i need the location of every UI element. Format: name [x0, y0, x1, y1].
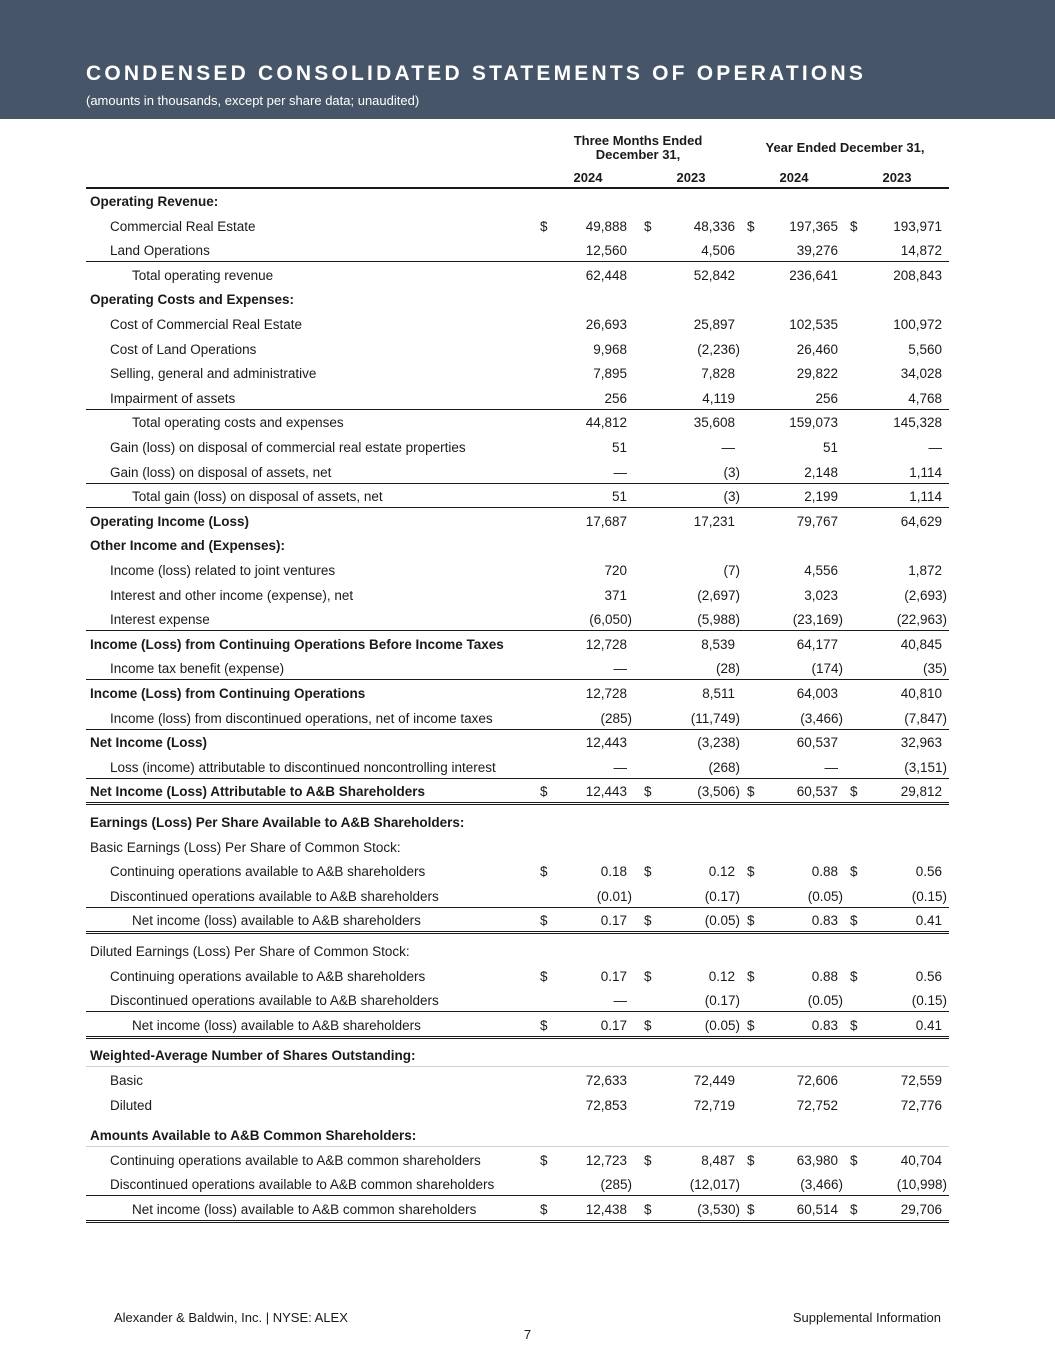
row-value: (0.17): [704, 993, 740, 1009]
row-rule: [86, 931, 949, 934]
row-label: Amounts Available to A&B Common Shareholders:: [90, 1128, 417, 1144]
row-value: (0.05): [704, 1017, 740, 1033]
row-value: 17,231: [693, 513, 735, 529]
row-value: 64,629: [900, 513, 942, 529]
currency-symbol: $: [644, 1202, 652, 1217]
row-value: (2,697): [697, 587, 740, 603]
table-row: [86, 908, 949, 932]
row-value: —: [721, 440, 735, 455]
currency-symbol: $: [644, 218, 652, 234]
currency-symbol: $: [644, 1017, 652, 1033]
row-value: 51: [822, 440, 838, 455]
row-label: Impairment of assets: [110, 390, 236, 406]
row-value: (0.15): [911, 888, 947, 904]
row-value: 32,963: [900, 735, 942, 751]
row-label: Continuing operations available to A&B common shareholders: [110, 1152, 481, 1168]
row-value: (3,151): [904, 759, 947, 775]
row-value: 60,537: [796, 784, 838, 800]
row-value: 12,438: [585, 1202, 627, 1217]
currency-symbol: $: [850, 1017, 858, 1033]
row-label: Income (Loss) from Continuing Operations: [90, 686, 366, 701]
row-label: Land Operations: [110, 243, 210, 259]
currency-symbol: $: [850, 1202, 858, 1217]
row-value: 159,073: [789, 415, 838, 431]
row-label: Total operating costs and expenses: [132, 415, 344, 431]
table-row: [86, 337, 949, 361]
page-title: CONDENSED CONSOLIDATED STATEMENTS OF OPERATIONS: [86, 62, 867, 85]
row-value: 26,693: [585, 317, 627, 332]
table-row: [86, 484, 949, 508]
table-row: [86, 681, 949, 705]
row-value: 3,023: [804, 587, 838, 603]
row-value: 72,449: [693, 1073, 735, 1088]
currency-symbol: $: [644, 1152, 652, 1168]
row-label: Selling, general and administrative: [110, 366, 317, 382]
row-value: 0.41: [915, 1017, 942, 1033]
table-row: [86, 706, 949, 730]
column-year: 2024: [573, 170, 603, 185]
row-value: 7,895: [593, 366, 627, 382]
currency-symbol: $: [644, 913, 652, 929]
row-value: (10,998): [896, 1177, 947, 1193]
row-value: (5,988): [697, 612, 740, 628]
row-label: Continuing operations available to A&B shareholders: [110, 968, 426, 984]
currency-symbol: $: [747, 1202, 755, 1217]
table-row: [86, 558, 949, 582]
footer-section: Supplemental Information: [792, 1310, 941, 1325]
row-label: Net Income (Loss): [90, 735, 208, 751]
row-value: 34,028: [900, 366, 942, 382]
page-subtitle: (amounts in thousands, except per share data; unaudited): [86, 93, 420, 108]
table-row: [86, 810, 949, 834]
row-label: Commercial Real Estate: [110, 218, 256, 234]
row-value: (3,466): [800, 710, 843, 726]
currency-symbol: $: [540, 1152, 548, 1168]
row-value: 256: [604, 390, 627, 406]
currency-symbol: $: [644, 864, 652, 880]
row-label: Cost of Land Operations: [110, 341, 257, 357]
row-value: —: [928, 440, 942, 455]
row-value: 72,606: [796, 1073, 838, 1088]
row-value: 29,812: [900, 784, 942, 800]
row-value: 4,119: [702, 390, 735, 406]
row-value: 145,328: [893, 415, 942, 431]
table-row: [86, 1068, 949, 1092]
currency-symbol: $: [850, 1152, 858, 1168]
row-value: 60,514: [796, 1202, 838, 1217]
row-value: (2,236): [697, 341, 740, 357]
row-value: 72,776: [900, 1097, 942, 1113]
row-label: Gain (loss) on disposal of commercial real estate properties: [110, 440, 466, 455]
row-value: 0.12: [708, 864, 735, 880]
table-row: [86, 435, 949, 459]
row-value: 5,560: [908, 341, 942, 357]
row-value: 12,443: [585, 735, 627, 751]
row-value: (28): [715, 661, 740, 677]
currency-symbol: $: [850, 968, 858, 984]
row-value: 51: [611, 489, 627, 505]
row-value: (0.01): [596, 888, 632, 904]
column-year: 2023: [676, 170, 706, 185]
row-value: 197,365: [789, 218, 838, 234]
row-value: 4,768: [908, 390, 942, 406]
row-label: Interest and other income (expense), net: [110, 587, 354, 603]
row-value: 102,535: [789, 317, 838, 332]
row-value: 48,336: [693, 218, 735, 234]
row-value: —: [613, 759, 627, 775]
table-row: [86, 1013, 949, 1037]
row-value: (3): [723, 464, 740, 480]
row-value: 72,633: [585, 1073, 627, 1088]
table-row: [86, 988, 949, 1012]
row-value: 12,723: [585, 1152, 627, 1168]
row-value: 0.83: [811, 913, 838, 929]
row-value: 63,980: [796, 1152, 838, 1168]
table-row: [86, 884, 949, 908]
row-rule: [86, 1220, 949, 1223]
currency-symbol: $: [850, 218, 858, 234]
currency-symbol: $: [747, 913, 755, 929]
row-value: (285): [600, 1177, 632, 1193]
header-banner: [0, 0, 1055, 119]
currency-symbol: $: [540, 913, 548, 929]
row-label: Discontinued operations available to A&B common shareholders: [110, 1177, 495, 1193]
row-label: Income (Loss) from Continuing Operations Before Income Taxes: [90, 636, 504, 652]
table-row: [86, 361, 949, 385]
row-value: 26,460: [796, 341, 838, 357]
row-label: Operating Income (Loss): [90, 513, 250, 529]
row-label: Total operating revenue: [132, 267, 274, 283]
table-row: [86, 287, 949, 311]
row-value: (12,017): [689, 1177, 740, 1193]
column-group-year-ended: Year Ended December 31,: [765, 140, 925, 155]
row-label: Income tax benefit (expense): [110, 661, 285, 677]
row-value: 0.83: [811, 1017, 838, 1033]
row-value: 62,448: [585, 267, 627, 283]
currency-symbol: $: [747, 864, 755, 880]
row-value: 256: [815, 390, 838, 406]
row-value: 9,968: [593, 341, 627, 357]
row-value: (3,506): [697, 784, 740, 800]
currency-symbol: $: [540, 1202, 548, 1217]
table-row: [86, 1172, 949, 1196]
row-value: 1,114: [909, 464, 942, 480]
row-rule: [86, 1036, 949, 1039]
table-row: [86, 386, 949, 410]
row-value: (2,693): [904, 587, 947, 603]
row-label: Total gain (loss) on disposal of assets, net: [132, 489, 383, 505]
row-value: (23,169): [792, 612, 843, 628]
table-row: [86, 939, 949, 963]
row-value: 72,752: [796, 1097, 838, 1113]
table-row: [86, 964, 949, 988]
currency-symbol: $: [644, 784, 652, 800]
row-value: (3,530): [697, 1202, 740, 1217]
row-value: 0.88: [811, 864, 838, 880]
row-value: —: [613, 661, 627, 677]
footer-company: Alexander & Baldwin, Inc. | NYSE: ALEX: [114, 1310, 348, 1325]
row-value: 371: [604, 587, 627, 603]
table-row: [86, 509, 949, 533]
table-row: [86, 859, 949, 883]
row-value: 193,971: [893, 218, 942, 234]
currency-symbol: $: [850, 864, 858, 880]
currency-symbol: $: [850, 913, 858, 929]
row-value: 2,199: [804, 489, 838, 505]
row-label: Continuing operations available to A&B shareholders: [110, 864, 426, 880]
currency-symbol: $: [540, 218, 548, 234]
row-value: (3): [723, 489, 740, 505]
row-value: 72,853: [585, 1097, 627, 1113]
row-value: 29,822: [796, 366, 838, 382]
table-row: [86, 189, 949, 213]
column-year: 2024: [779, 170, 809, 185]
row-value: 72,559: [900, 1073, 942, 1088]
row-label: Income (loss) related to joint ventures: [110, 563, 336, 578]
table-row: [86, 607, 949, 631]
row-value: 25,897: [693, 317, 735, 332]
row-value: 14,872: [900, 243, 942, 259]
row-value: (285): [600, 710, 632, 726]
row-label: Net income (loss) available to A&B shareholders: [132, 913, 421, 929]
table-row: [86, 460, 949, 484]
row-value: 40,845: [900, 636, 942, 652]
row-value: (7,847): [904, 710, 947, 726]
row-label: Operating Costs and Expenses:: [90, 292, 295, 308]
row-value: (174): [811, 661, 843, 677]
row-label: Diluted: [110, 1097, 153, 1113]
row-label: Loss (income) attributable to discontinued noncontrolling interest: [110, 759, 496, 775]
row-label: Income (loss) from discontinued operations, net of income taxes: [110, 710, 493, 726]
row-value: 52,842: [693, 267, 735, 283]
row-value: (3,466): [800, 1177, 843, 1193]
row-value: 39,276: [796, 243, 838, 259]
row-label: Earnings (Loss) Per Share Available to A&B Shareholders:: [90, 815, 465, 830]
row-rule: [86, 802, 949, 805]
row-value: (0.15): [911, 993, 947, 1009]
row-value: (0.17): [704, 888, 740, 904]
row-value: 8,511: [702, 686, 735, 701]
row-value: 12,728: [585, 686, 627, 701]
currency-symbol: $: [747, 968, 755, 984]
row-value: (268): [708, 759, 740, 775]
row-value: (0.05): [807, 888, 843, 904]
table-row: [86, 755, 949, 779]
row-value: 29,706: [900, 1202, 942, 1217]
row-value: 0.56: [915, 864, 942, 880]
table-row: [86, 263, 949, 287]
row-value: —: [613, 993, 627, 1009]
row-label: Basic Earnings (Loss) Per Share of Common Stock:: [90, 839, 401, 855]
row-value: 0.88: [811, 968, 838, 984]
currency-symbol: $: [540, 864, 548, 880]
row-value: 2,148: [804, 464, 838, 480]
table-row: [86, 656, 949, 680]
currency-symbol: $: [540, 1017, 548, 1033]
row-value: 8,487: [701, 1152, 735, 1168]
table-row: [86, 779, 949, 803]
column-group-three-months: Three Months Ended December 31,: [573, 133, 703, 162]
row-label: Gain (loss) on disposal of assets, net: [110, 464, 332, 480]
row-label: Operating Revenue:: [90, 194, 219, 209]
row-value: 720: [604, 563, 627, 578]
currency-symbol: $: [540, 784, 548, 800]
row-value: 40,810: [900, 686, 942, 701]
table-row: [86, 835, 949, 859]
table-row: [86, 312, 949, 336]
row-label: Net income (loss) available to A&B common shareholders: [132, 1202, 477, 1217]
row-value: 79,767: [796, 513, 838, 529]
table-row: [86, 730, 949, 754]
row-label: Discontinued operations available to A&B shareholders: [110, 888, 439, 904]
currency-symbol: $: [747, 784, 755, 800]
row-value: (11,749): [690, 710, 740, 726]
row-value: 1,114: [909, 489, 942, 505]
row-value: 1,872: [908, 563, 942, 578]
row-value: 40,704: [900, 1152, 942, 1168]
currency-symbol: $: [540, 968, 548, 984]
table-row: [86, 1043, 949, 1067]
row-value: (22,963): [896, 612, 947, 628]
row-value: 0.17: [600, 913, 627, 929]
row-value: (3,238): [697, 735, 740, 751]
page-number: 7: [523, 1327, 532, 1342]
table-row: [86, 632, 949, 656]
row-label: Net Income (Loss) Attributable to A&B Shareholders: [90, 784, 426, 800]
row-value: 0.17: [600, 968, 627, 984]
row-label: Diluted Earnings (Loss) Per Share of Common Stock:: [90, 944, 410, 959]
row-label: Other Income and (Expenses):: [90, 538, 286, 554]
table-row: [86, 214, 949, 238]
row-label: Cost of Commercial Real Estate: [110, 317, 303, 332]
row-value: 0.18: [600, 864, 627, 880]
table-row: [86, 1148, 949, 1172]
row-value: 12,728: [585, 636, 627, 652]
row-value: (0.05): [704, 913, 740, 929]
table-row: [86, 410, 949, 434]
row-label: Basic: [110, 1073, 144, 1088]
row-value: 72,719: [693, 1097, 735, 1113]
row-label: Weighted-Average Number of Shares Outstanding:: [90, 1048, 416, 1064]
row-value: (7): [723, 563, 740, 578]
table-row: [86, 533, 949, 557]
row-value: 7,828: [701, 366, 735, 382]
row-value: —: [613, 464, 627, 480]
row-value: (0.05): [807, 993, 843, 1009]
row-value: 60,537: [796, 735, 838, 751]
currency-symbol: $: [850, 784, 858, 800]
row-value: (6,050): [589, 612, 632, 628]
row-value: 35,608: [693, 415, 735, 431]
row-value: 12,443: [585, 784, 627, 800]
row-value: 100,972: [893, 317, 942, 332]
row-value: 17,687: [585, 513, 627, 529]
row-value: 12,560: [585, 243, 627, 259]
currency-symbol: $: [747, 1152, 755, 1168]
row-label: Net income (loss) available to A&B shareholders: [132, 1017, 421, 1033]
currency-symbol: $: [644, 968, 652, 984]
table-row: [86, 1123, 949, 1147]
row-value: 64,003: [796, 686, 838, 701]
row-value: 0.56: [915, 968, 942, 984]
row-value: 49,888: [585, 218, 627, 234]
row-value: 236,641: [789, 267, 838, 283]
currency-symbol: $: [747, 218, 755, 234]
table-row: [86, 583, 949, 607]
table-row: [86, 1093, 949, 1117]
row-value: 8,539: [701, 636, 735, 652]
row-value: 208,843: [893, 267, 942, 283]
table-row: [86, 238, 949, 262]
column-year: 2023: [882, 170, 912, 185]
row-value: 4,506: [701, 243, 735, 259]
row-value: 0.12: [708, 968, 735, 984]
row-value: 64,177: [796, 636, 838, 652]
row-value: 0.41: [915, 913, 942, 929]
row-value: —: [824, 759, 838, 775]
table-row: [86, 1197, 949, 1221]
row-value: 44,812: [585, 415, 627, 431]
row-value: (35): [922, 661, 947, 677]
row-label: Interest expense: [110, 612, 210, 628]
row-label: Discontinued operations available to A&B shareholders: [110, 993, 439, 1009]
row-value: 0.17: [600, 1017, 627, 1033]
row-value: 51: [611, 440, 627, 455]
row-value: 4,556: [804, 563, 838, 578]
currency-symbol: $: [747, 1017, 755, 1033]
